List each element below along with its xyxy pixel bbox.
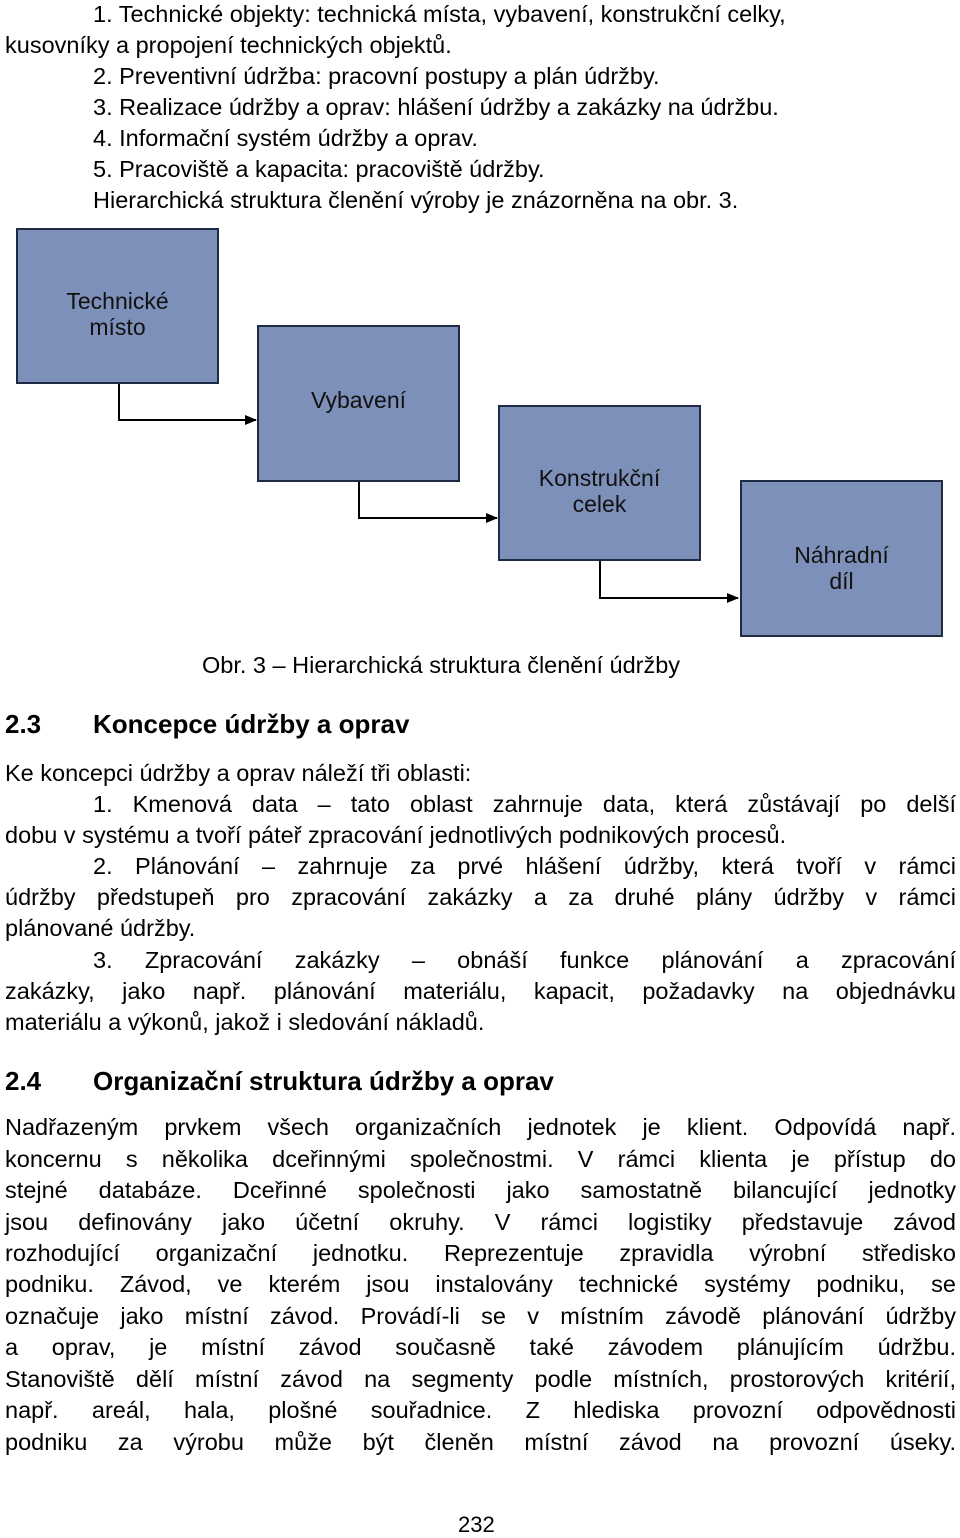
box-nahradni-dil-label-2: díl [829,568,854,590]
list-item-2: 2. Preventivní údržba: pracovní postupy a plán údržby. [93,63,660,89]
paragraph-zpracovani-line-2: zakázky, jako např. plánování materiálu, kapacit, požadavky na objednávku [5,978,956,1004]
paragraph-line: označuje jako místní závod. Provádí-li se v místním závodě plánování údržby [5,1303,956,1329]
section-number: 2.3 [5,709,42,739]
paragraph-line: Nadřazeným prvkem všech organizačních jednotek je klient. Odpovídá např. [5,1114,956,1140]
section-heading-2-4 [5,1066,554,1096]
figure-caption: Obr. 3 – Hierarchická struktura členění údržby [202,652,681,678]
page-number: 232 [458,1512,495,1537]
arrow-konstrukcni-celek-to-nahradni-dil [600,560,738,598]
box-technicke-misto-label-1: Technické [66,288,169,314]
arrow-vybaveni-to-konstrukcni-celek [359,481,497,518]
box-nahradni-dil-label-1: Náhradní [794,542,889,568]
paragraph-planovani-line-3: plánované údržby. [5,915,196,941]
figure-reference-sentence: Hierarchická struktura členění výroby je znázorněna na obr. 3. [93,187,739,213]
paragraph-line: a oprav, je místní závod současně také závodem plánujícím údržbu. [5,1334,956,1360]
section-2-3-intro: Ke koncepci údržby a oprav náleží tři oblasti: [5,760,472,786]
paragraph-line: rozhodující organizační jednotku. Reprezentuje zpravidla výrobní středisko [5,1240,956,1266]
box-vybaveni-label: Vybavení [310,387,407,413]
box-konstrukcni-celek-label-1: Konstrukční [538,465,661,491]
list-item-1-line-1: 1. Technické objekty: technická místa, vybavení, konstrukční celky, [93,1,786,27]
paragraph-line: podniku. Závod, ve kterém jsou instalovány technické systémy podniku, se [5,1271,956,1297]
section-title: Koncepce údržby a oprav [93,709,410,739]
section-heading-2-3 [5,709,409,739]
paragraph-kmenova-data-line-1: 1. Kmenová data – tato oblast zahrnuje data, která zůstávají po delší [93,791,956,817]
paragraph-line: stejné databáze. Dceřinné společnosti jako samostatně bilancující jednotky [5,1177,956,1203]
list-item-4: 4. Informační systém údržby a oprav. [93,125,478,151]
list-item-3: 3. Realizace údržby a oprav: hlášení údržby a zakázky na údržbu. [93,94,779,120]
section-title: Organizační struktura údržby a oprav [93,1066,554,1096]
paragraph-line: podniku za výrobu může být členěn místní závod na provozní úseky. [5,1429,956,1455]
paragraph-zpracovani-line-1: 3. Zpracování zakázky – obnáší funkce plánování a zpracování [93,947,956,973]
box-technicke-misto [16,228,219,384]
paragraph-line: Stanoviště dělí místní závod na segmenty podle místních, prostorových kritérií, [5,1366,956,1392]
paragraph-planovani-line-1: 2. Plánování – zahrnuje za prvé hlášení údržby, která tvoří v rámci [93,853,956,879]
arrow-technicke-misto-to-vybaveni [119,383,256,420]
list-item-5: 5. Pracoviště a kapacita: pracoviště údržby. [93,156,545,182]
box-konstrukcni-celek [498,405,701,561]
paragraph-planovani-line-2: údržby předstupeň pro zpracování zakázky a za druhé plány údržby v rámci [5,884,956,910]
paragraph-line: např. areál, hala, plošné souřadnice. Z hlediska provozní odpovědnosti [5,1397,956,1423]
paragraph-kmenova-data-line-2: dobu v systému a tvoří páteř zpracování jednotlivých podnikových procesů. [5,822,787,848]
list-item-1-line-2: kusovníky a propojení technických objektů. [5,32,452,58]
paragraph-zpracovani-line-3: materiálu a výkonů, jakož i sledování nákladů. [5,1009,485,1035]
paragraph-line: koncernu s několika dceřinnými společnostmi. V rámci klienta je přístup do [5,1146,956,1172]
section-number: 2.4 [5,1066,42,1096]
box-konstrukcni-celek-label-2: celek [572,491,627,513]
box-nahradni-dil [740,480,943,637]
box-vybaveni [257,325,460,482]
box-technicke-misto-label-2: místo [89,314,146,338]
paragraph-line: jsou definovány jako účetní okruhy. V rámci logistiky představuje závod [5,1209,956,1235]
